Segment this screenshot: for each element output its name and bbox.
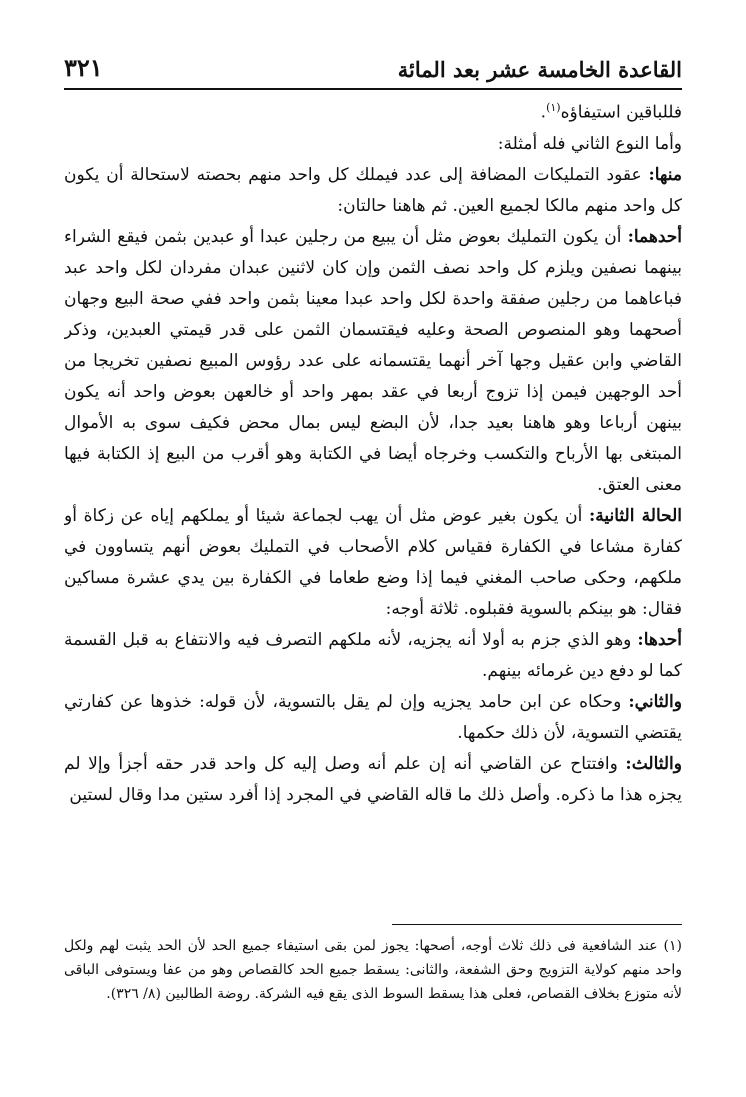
main-text: [64, 92, 682, 922]
running-header: [64, 44, 682, 90]
paragraph: [64, 749, 682, 811]
paragraph-lead: والثاني:: [628, 691, 682, 712]
footnote: [64, 934, 682, 1074]
footnote-marker: (١): [546, 101, 561, 114]
paragraph-text: وافتتاح عن القاضي أنه إن علم أنه وصل إليه كل واحد قدر حقه أجزأ وإلا لم يجزه هذا ما ذكره. وأصل ذلك ما قاله القاضي في المجرد إذا أفرد ستين مدا وقال لستين: [64, 753, 682, 805]
paragraph-text: فللباقين استيفاؤه: [560, 102, 682, 123]
page-number: ٣٢١: [64, 53, 103, 82]
footnote-text: (١) عند الشافعية فى ذلك ثلاث أوجه، أصحها: يجوز لمن بقى استيفاء جميع الحد لأن الحد يثبت لهم ولكل واحد منهم كولاية التزويج وحق الشفعة، والثانى: يسقط جميع الحد كالقصاص وهو من عفا ويستوفى الباقى لأنه متوزع بخلاف القصاص، فعلى هذا يسقط السوط الذى يقع فيه الشركة. روضة الطالبين (٨/ ٣٢٦).: [64, 938, 682, 1002]
paragraph: [64, 129, 682, 160]
paragraph-lead: والثالث:: [625, 753, 682, 774]
paragraph-end: .: [540, 102, 547, 123]
paragraph-text: أن يكون بغير عوض مثل أن يهب لجماعة شيئا أو يملكهم إياه عن زكاة أو كفارة مشاعا في الكفارة فقياس كلام الأصحاب في التمليك بعوض أنهم يتساوون في ملكهم، وحكى صاحب المغني فيما إذا وضع طعاما في الكفارة بين يدي عشرة مساكين فقال: هو بينكم بالسوية فقبلوه. ثلاثة أوجه:: [64, 505, 682, 619]
paragraph-text: عقود التمليكات المضافة إلى عدد فيملك كل واحد منهم بحصته لاستحالة أن يكون كل واحد منهم مالكا لجميع العين. ثم هاهنا حالتان:: [64, 164, 682, 216]
paragraph: [64, 501, 682, 625]
footnote-divider: [392, 924, 682, 925]
paragraph-text: وهو الذي جزم به أولا أنه يجزيه، لأنه ملكهم التصرف فيه والانتفاع به قبل القسمة كما لو دفع دين غرمائه بينهم.: [64, 629, 682, 681]
paragraph: [64, 160, 682, 222]
paragraph-lead: أحدها:: [637, 629, 682, 650]
paragraph-text: أن يكون التمليك بعوض مثل أن يبيع من رجلين عبدا أو عبدين بثمن فيقع الشراء بينهما نصفين ويلزم كل واحد نصف الثمن وإن كان لاثنين عبدان مفردان لكل واحد عبد فباعاهما من رجلين صفقة واحدة لكل واحد عبدا معينا بثمن واحد ففي صحة البيع وجهان أصحهما وهو المنصوص الصحة وعليه فيقتسمان الثمن على قدر قيمتي العبدين، وذكر القاضي وابن عقيل وجها آخر أنهما يقتسمانه على عدد رؤوس المبيع نصفين تخريجا من أحد الوجهين فيمن إذا تزوج أربعا في عقد بمهر واحد أو خالعهن بعوض واحد أنه يكون بينهن أرباعا وهو هاهنا بعيد جدا، لأن البضع ليس بمال محض فكيف سوى به الأموال المبتغى بها الأرباح والتكسب وخرجاه أيضا في الكتابة وهو أقرب من البيع إذ الكتابة فيها معنى العتق.: [64, 226, 682, 495]
chapter-title: القاعدة الخامسة عشر بعد المائة: [397, 57, 682, 82]
paragraph-lead: منها:: [648, 164, 682, 185]
paragraph-lead: أحدهما:: [627, 226, 682, 247]
paragraph-text: وحكاه عن ابن حامد يجزيه وإن لم يقل بالتسوية، لأن قوله: خذوها عن كفارتي يقتضي التسوية، لأن ذلك حكمها.: [64, 691, 682, 743]
paragraph-lead: الحالة الثانية:: [589, 505, 682, 526]
paragraph: [64, 92, 682, 129]
paragraph: [64, 625, 682, 687]
paragraph: [64, 222, 682, 501]
paragraph-text: وأما النوع الثاني فله أمثلة:: [497, 133, 682, 154]
paragraph: [64, 687, 682, 749]
